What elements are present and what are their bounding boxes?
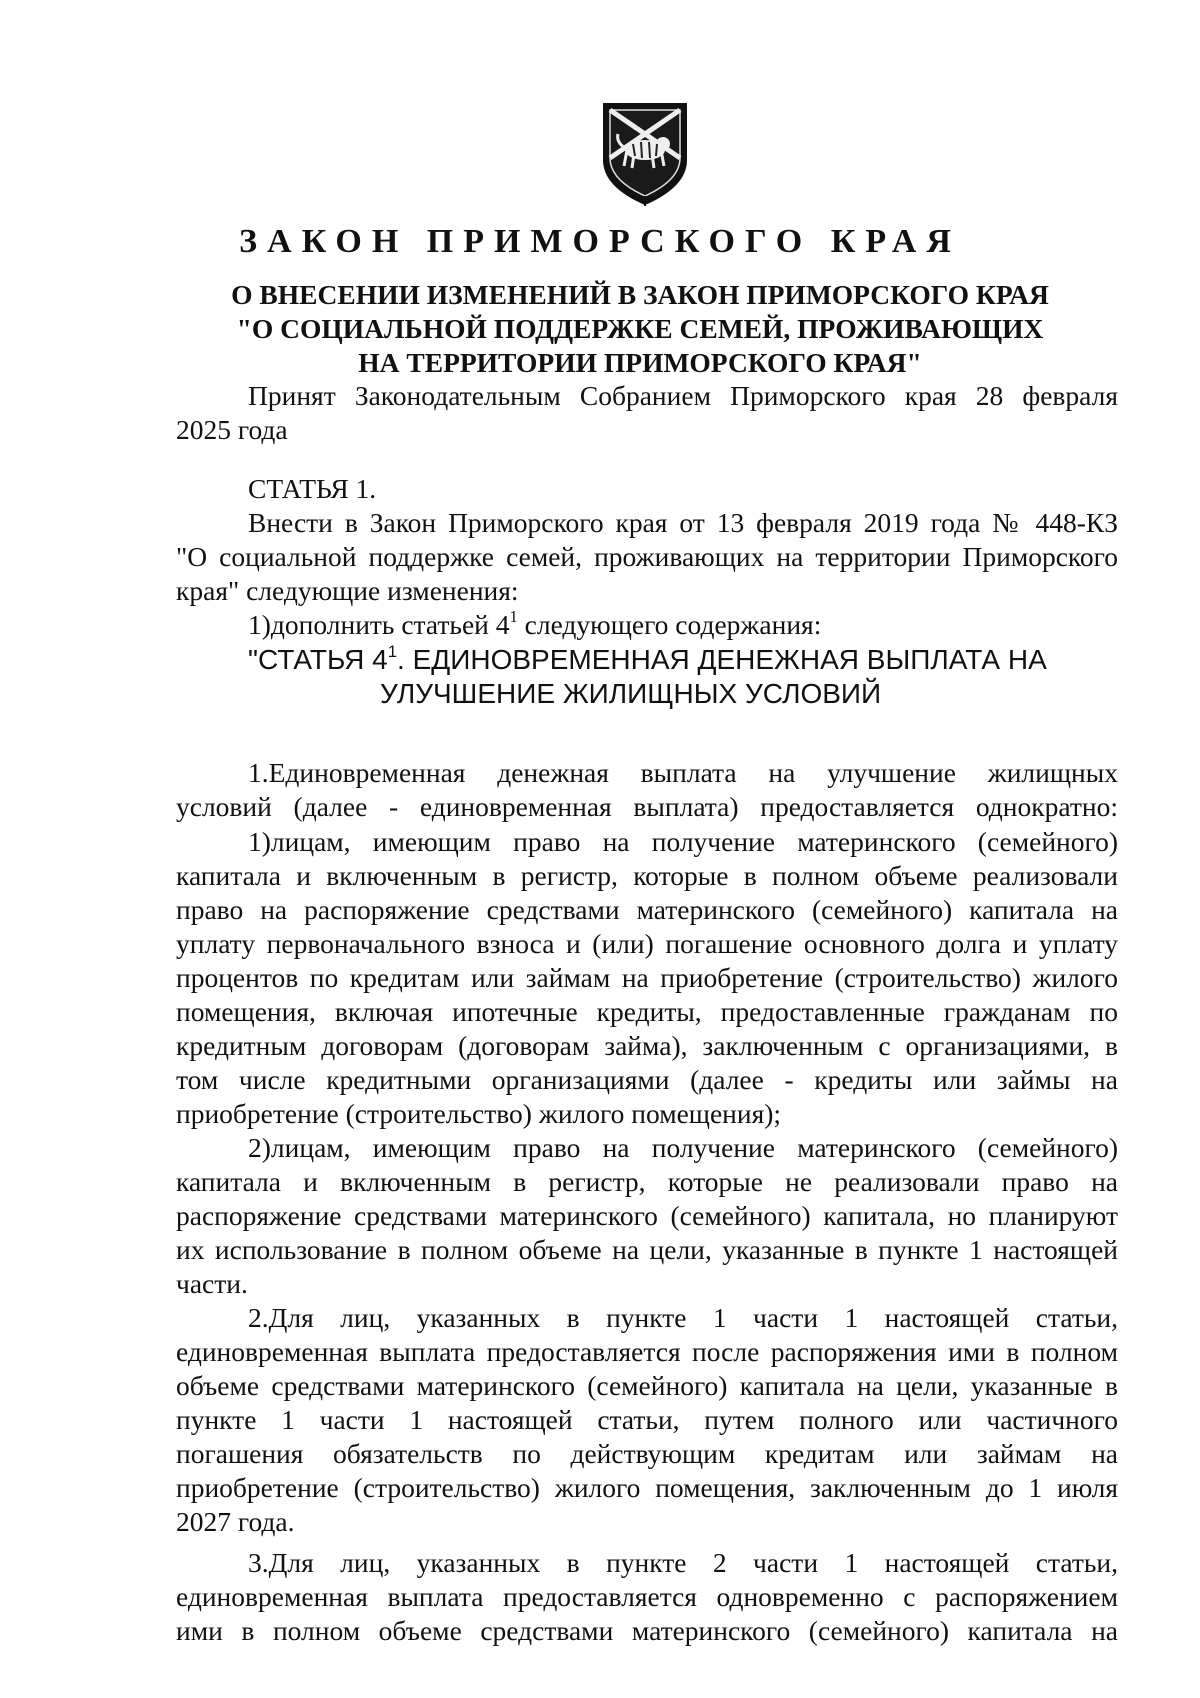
new-article-heading-line2: УЛУЧШЕНИЕ ЖИЛИЩНЫХ УСЛОВИЙ — [380, 678, 882, 709]
law-subtitle — [160, 278, 1120, 380]
body-line: их использование в полном объеме на цели, указанные в пункте 1 настоящей — [176, 1234, 1118, 1265]
subtitle-line: О ВНЕСЕНИИ ИЗМЕНЕНИЙ В ЗАКОН ПРИМОРСКОГО КРАЯ — [231, 279, 1049, 310]
law-title: ЗАКОН ПРИМОРСКОГО КРАЯ — [239, 223, 961, 260]
adoption-line: Принят Законодательным Собранием Приморского края 28 февраля — [248, 380, 1118, 411]
new-article-heading-text: . ЕДИНОВРЕМЕННАЯ ДЕНЕЖНАЯ ВЫПЛАТА НА — [397, 644, 1047, 675]
body-line: 1.Единовременная денежная выплата на улучшение жилищных — [248, 757, 1118, 788]
adoption-line: 2025 года — [176, 414, 288, 445]
body-line: уплату первоначального взноса и (или) погашение основного долга и уплату — [176, 928, 1118, 959]
coat-of-arms-icon — [600, 98, 690, 208]
body-line: процентов по кредитам или займам на приобретение (строительство) жилого — [176, 962, 1118, 993]
article-heading: СТАТЬЯ 1. — [248, 473, 377, 504]
body-line: приобретение (строительство) жилого помещения); — [176, 1098, 782, 1129]
subtitle-line: "О СОЦИАЛЬНОЙ ПОДДЕРЖКЕ СЕМЕЙ, ПРОЖИВАЮЩИХ — [236, 313, 1044, 344]
body-line: объеме средствами материнского (семейного) капитала на цели, указанные в — [176, 1370, 1118, 1401]
body-line: условий (далее - единовременная выплата) предоставляется однократно: — [176, 791, 1118, 822]
subtitle-line: НА ТЕРРИТОРИИ ПРИМОРСКОГО КРАЯ" — [358, 347, 922, 378]
article-intro-line: Внести в Закон Приморского края от 13 февраля 2019 года № 448-КЗ — [248, 507, 1118, 538]
body-line: приобретение (строительство) жилого помещения, заключенным до 1 июля — [176, 1472, 1118, 1503]
superscript: 1 — [509, 606, 518, 626]
body-line: части. — [176, 1268, 248, 1299]
new-article-heading — [248, 643, 1047, 677]
body-line: 2)лицам, имеющим право на получение материнского (семейного) — [248, 1132, 1118, 1163]
body-line: 2027 года. — [176, 1506, 295, 1537]
body-line: капитала и включенным в регистр, которые не реализовали право на — [176, 1166, 1118, 1197]
superscript: 1 — [387, 641, 398, 661]
body-line: 1)лицам, имеющим право на получение материнского (семейного) — [248, 826, 1118, 857]
amendment-item — [248, 608, 1118, 642]
body-line: право на распоряжение средствами материнского (семейного) капитала на — [176, 894, 1118, 925]
amendment-item-text: 1)дополнить статьей 4 — [248, 609, 510, 640]
body-line: 2.Для лиц, указанных в пункте 1 части 1 настоящей статьи, — [248, 1302, 1118, 1333]
body-line: единовременная выплата предоставляется после распоряжения ими в полном — [176, 1336, 1118, 1367]
body-line: капитала и включенным в регистр, которые в полном объеме реализовали — [176, 860, 1118, 891]
article-intro-line: края" следующие изменения: — [176, 575, 519, 606]
body-line: единовременная выплата предоставляется одновременно с распоряжением — [176, 1581, 1118, 1612]
body-line: распоряжение средствами материнского (семейного) капитала, но планируют — [176, 1200, 1118, 1231]
body-line: пункте 1 части 1 настоящей статьи, путем полного или частичного — [176, 1404, 1118, 1435]
body-line: кредитным договорам (договорам займа), заключенным с организациями, в — [176, 1030, 1118, 1061]
body-line: ими в полном объеме средствами материнского (семейного) капитала на — [176, 1615, 1118, 1646]
body-line: том числе кредитными организациями (далее - кредиты или займы на — [176, 1064, 1118, 1095]
body-line: помещения, включая ипотечные кредиты, предоставленные гражданам по — [176, 996, 1118, 1027]
body-line: погашения обязательств по действующим кредитам или займам на — [176, 1438, 1118, 1469]
article-intro-line: "О социальной поддержке семей, проживающих на территории Приморского — [176, 541, 1118, 572]
body-line: 3.Для лиц, указанных в пункте 2 части 1 настоящей статьи, — [248, 1547, 1118, 1578]
new-article-heading-text: "СТАТЬЯ 4 — [248, 644, 388, 675]
amendment-item-text: следующего содержания: — [517, 609, 822, 640]
